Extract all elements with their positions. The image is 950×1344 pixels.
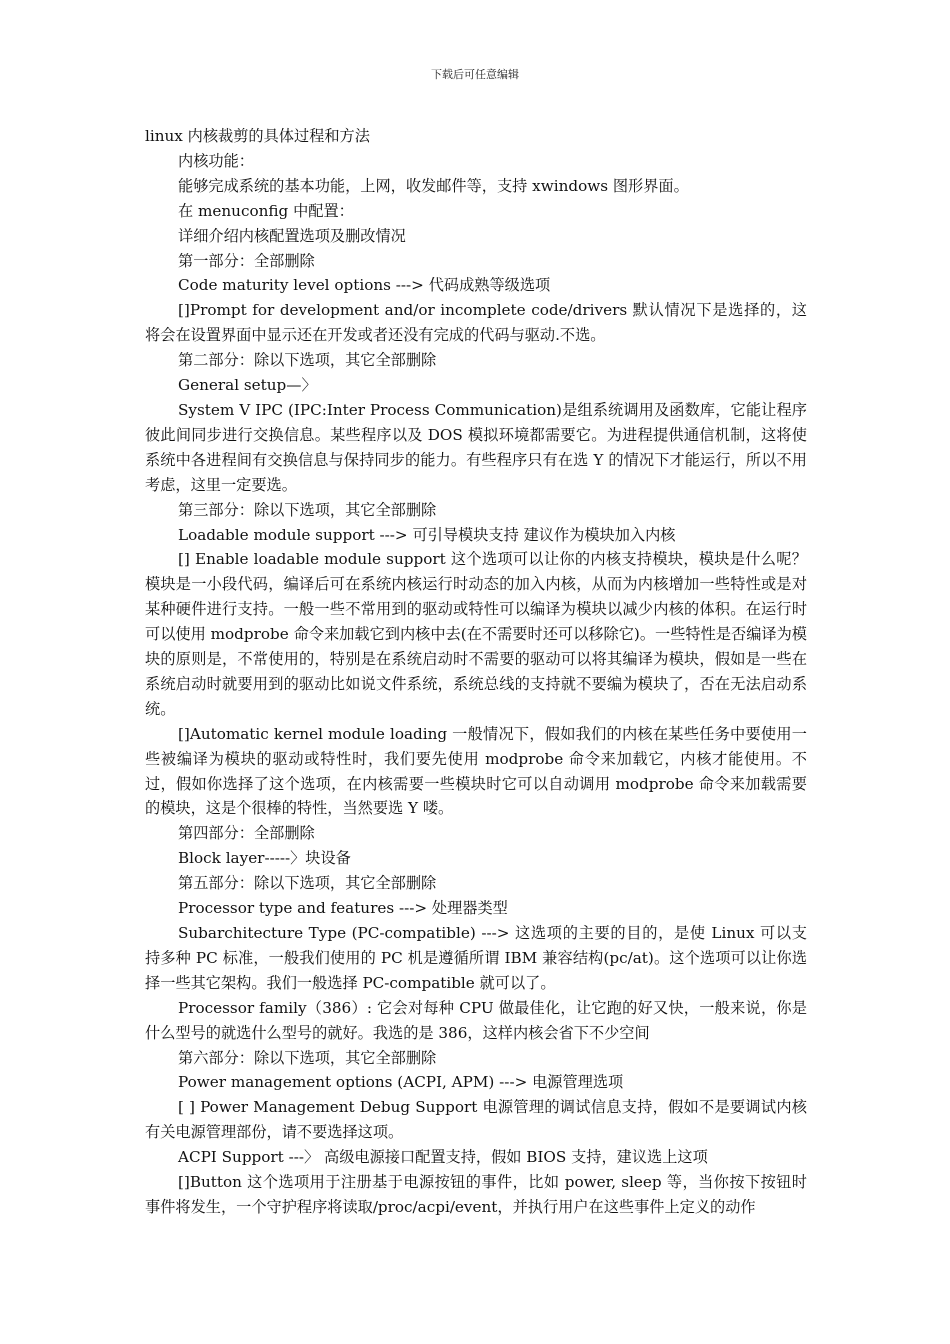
paragraph: Processor family（386）: 它会对每种 CPU 做最佳化，让它跑的好又快，一般来说，你是什么型号的就选什么型号的就好。我选的是 386，这样内核会省下不少空间	[145, 998, 807, 1042]
paragraph: 内核功能：	[178, 151, 254, 170]
document-title: linux 内核裁剪的具体过程和方法	[145, 127, 370, 145]
paragraph: System V IPC (IPC:Inter Process Communication)是组系统调用及函数库，它能让程序彼此间同步进行交换信息。某些程序以及 DOS 模拟环境都需要它。为进程提供通信机制，这将使系统中各进程间有交换信息与保持同步的能力。有些程序只有在选 Y 的情况下才能运行，所以不用考虑，这里一定要选。	[145, 400, 807, 494]
paragraph: []Prompt for development and/or incomplete code/drivers 默认情况下是选择的，这将会在设置界面中显示还在开发或者还没有完成的代码与驱动.不选。	[145, 301, 807, 345]
paragraph: [] Enable loadable module support 这个选项可以让你的内核支持模块，模块是什么呢？模块是一小段代码，编译后可在系统内核运行时动态的加入内核，从而为内核增加一些特性或是对某种硬件进行支持。一般一些不常用到的驱动或特性可以编译为模块以减少内核的体积。在运行时可以使用 modprobe 命令来加载它到内核中去(在不需要时还可以移除它)。一些特性是否编译为模块的原则是，不常使用的，特别是在系统启动时不需要的驱动可以将其编译为模块，假如是一些在系统启动时就要用到的驱动比如说文件系统，系统总线的支持就不要编为模块了，否在无法启动系统。	[145, 550, 807, 718]
paragraph: 详细介绍内核配置选项及删改情况	[178, 226, 406, 245]
section-heading: 第五部分：除以下选项，其它全部删除	[178, 874, 437, 893]
paragraph: 在 menuconfig 中配置：	[178, 201, 354, 220]
paragraph: []Automatic kernel module loading 一般情况下，假如我们的内核在某些任务中要使用一些被编译为模块的驱动或特性时，我们要先使用 modprobe 命令来加载它，内核才能使用。不过，假如你选择了这个选项，在内核需要一些模块时它可以自动调用 modprobe 命令来加载需要的模块，这是个很棒的特性，当然要选 Y 喽。	[145, 724, 807, 818]
paragraph: []Button 这个选项用于注册基于电源按钮的事件，比如 power, sleep 等，当你按下按钮时事件将发生，一个守护程序将读取/proc/acpi/event，并执行用户在这些事件上定义的动作	[145, 1173, 807, 1216]
paragraph: Code maturity level options ---> 代码成熟等级选项	[178, 276, 551, 295]
section-heading: 第一部分：全部删除	[178, 251, 315, 270]
paragraph: Processor type and features ---> 处理器类型	[178, 899, 508, 918]
paragraph: Loadable module support ---> 可引导模块支持 建议作为模块加入内核	[178, 525, 676, 544]
section-heading: 第四部分：全部删除	[178, 824, 315, 843]
page-header: 下载后可任意编辑	[431, 68, 519, 81]
section-heading: 第三部分：除以下选项，其它全部删除	[178, 500, 437, 519]
paragraph: ACPI Support ---〉 高级电源接口配置支持，假如 BIOS 支持，建议选上这项	[178, 1148, 708, 1167]
paragraph: [ ] Power Management Debug Support 电源管理的调试信息支持，假如不是要调试内核有关电源管理部份，请不要选择这项。	[145, 1098, 807, 1142]
paragraph: 能够完成系统的基本功能，上网，收发邮件等，支持 xwindows 图形界面。	[178, 176, 689, 195]
document-body	[145, 124, 807, 1220]
section-heading: 第六部分：除以下选项，其它全部删除	[178, 1048, 437, 1067]
paragraph: General setup—〉	[178, 376, 317, 395]
paragraph: Power management options (ACPI, APM) ---> 电源管理选项	[178, 1073, 624, 1092]
section-heading: 第二部分：除以下选项，其它全部删除	[178, 351, 437, 370]
paragraph: Block layer-----〉块设备	[178, 849, 351, 868]
paragraph: Subarchitecture Type (PC-compatible) ---> 这选项的主要的目的，是使 Linux 可以支持多种 PC 标准，一般我们使用的 PC 机是遵循所谓 IBM 兼容结构(pc/at)。这个选项可以让你选择一些其它架构。我们一般选择 PC-compatible 就可以了。	[145, 924, 807, 992]
